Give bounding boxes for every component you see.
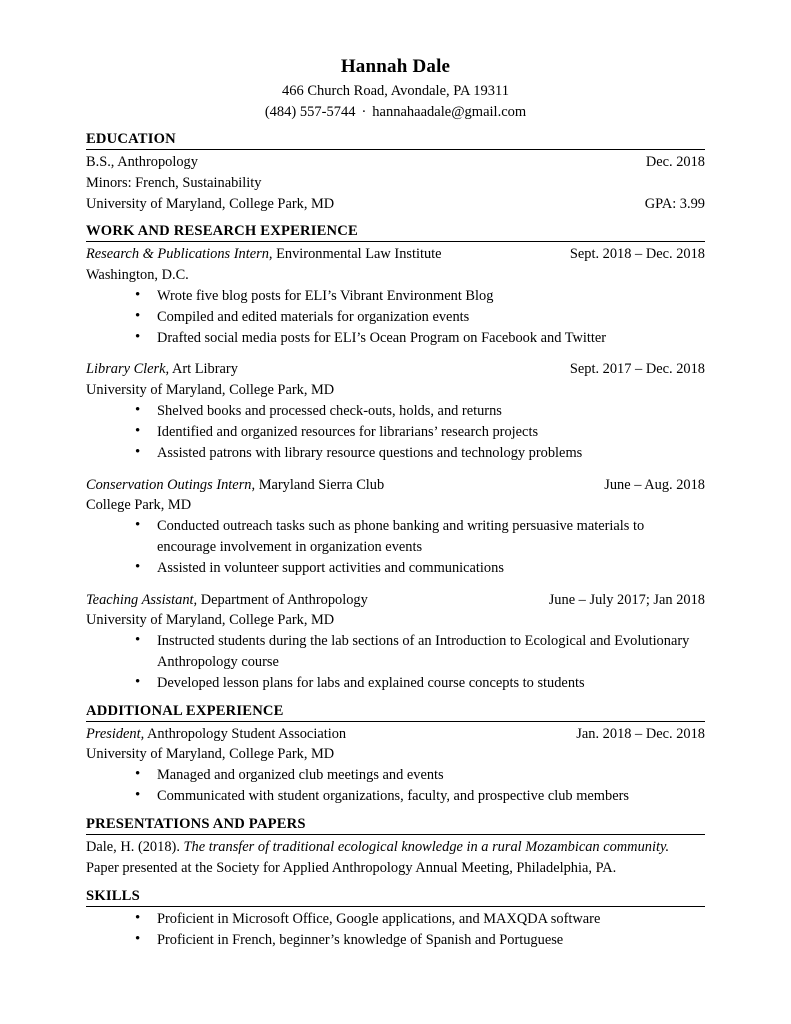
experience-title <box>86 724 346 745</box>
skills-bullet: • Proficient in French, beginner’s knowledge of Spanish and Portuguese <box>135 930 705 951</box>
experience-bullet-list <box>86 631 705 694</box>
experience-title-line <box>86 590 705 611</box>
experience-location: College Park, MD <box>86 497 192 514</box>
section-heading-education: EDUCATION <box>86 131 705 150</box>
education-entry <box>86 152 705 214</box>
experience-date: Sept. 2017 – Dec. 2018 <box>569 361 705 378</box>
experience-organization: Art Library <box>169 361 238 378</box>
experience-role: President, <box>86 725 145 742</box>
experience-entry <box>86 475 705 579</box>
section-work <box>86 223 705 693</box>
experience-title <box>86 475 384 496</box>
experience-organization: Department of Anthropology <box>197 591 368 608</box>
experience-bullet-list <box>86 516 705 579</box>
experience-role: Library Clerk, <box>86 361 170 378</box>
section-heading-additional: ADDITIONAL EXPERIENCE <box>86 703 705 722</box>
section-presentations <box>86 816 705 879</box>
citation-title: The transfer of traditional ecological knowledge in a rural Mozambican community. <box>183 838 670 855</box>
experience-title-line <box>86 359 705 380</box>
experience-date: June – July 2017; Jan 2018 <box>548 591 705 608</box>
experience-role: Teaching Assistant, <box>86 591 198 608</box>
experience-bullet-list <box>86 765 705 807</box>
contact-phone: (484) 557-5744 <box>264 103 356 120</box>
experience-bullet: • Instructed students during the lab sections of an Introduction to Ecological and Evolutionary Anthropology course <box>135 631 705 673</box>
experience-bullet: • Shelved books and processed check-outs, holds, and returns <box>135 401 705 422</box>
experience-title-line <box>86 244 705 265</box>
contact-separator: · <box>361 103 367 120</box>
section-additional <box>86 703 705 807</box>
experience-entry <box>86 359 705 463</box>
experience-bullet-list <box>86 286 705 349</box>
section-education <box>86 131 705 214</box>
education-school-line <box>86 194 705 215</box>
experience-bullet: • Compiled and edited materials for organization events <box>135 307 705 328</box>
education-degree: B.S., Anthropology <box>86 154 198 171</box>
page-title: Hannah Dale <box>340 56 451 77</box>
education-school: University of Maryland, College Park, MD <box>86 195 335 212</box>
citation-rest: Paper presented at the Society for Applied Anthropology Annual Meeting, Philadelphia, PA. <box>86 859 617 876</box>
experience-date: Jan. 2018 – Dec. 2018 <box>576 725 705 742</box>
section-heading-skills: SKILLS <box>86 888 705 907</box>
experience-location: University of Maryland, College Park, MD <box>86 612 335 629</box>
experience-organization: Anthropology Student Association <box>144 725 347 742</box>
work-entry-list <box>86 244 705 693</box>
experience-title <box>86 244 442 265</box>
skills-bullet: • Proficient in Microsoft Office, Google applications, and MAXQDA software <box>135 909 705 930</box>
experience-organization: Environmental Law Institute <box>272 246 442 263</box>
experience-entry <box>86 590 705 694</box>
experience-bullet: • Conducted outreach tasks such as phone banking and writing persuasive materials to encourage involvement in organization events <box>135 516 705 558</box>
education-minors: Minors: French, Sustainability <box>86 174 262 191</box>
experience-bullet: • Developed lesson plans for labs and explained course concepts to students <box>135 673 705 694</box>
section-skills <box>86 888 705 951</box>
experience-bullet: • Assisted patrons with library resource questions and technology problems <box>135 443 705 464</box>
experience-title <box>86 590 368 611</box>
experience-title-line <box>86 724 705 745</box>
experience-bullet: • Identified and organized resources for librarians’ research projects <box>135 422 705 443</box>
experience-date: June – Aug. 2018 <box>604 476 705 493</box>
additional-entry-list <box>86 724 705 807</box>
experience-bullet: • Assisted in volunteer support activities and communications <box>135 558 705 579</box>
experience-entry <box>86 724 705 807</box>
experience-location: University of Maryland, College Park, MD <box>86 382 335 399</box>
experience-entry <box>86 244 705 348</box>
education-date: Dec. 2018 <box>645 154 705 171</box>
experience-bullet: • Wrote five blog posts for ELI’s Vibrant Environment Blog <box>135 286 705 307</box>
section-heading-presentations: PRESENTATIONS AND PAPERS <box>86 816 705 835</box>
education-degree-line <box>86 152 705 173</box>
education-gpa: GPA: 3.99 <box>644 195 705 212</box>
experience-role: Conservation Outings Intern, <box>86 476 256 493</box>
experience-bullet: • Communicated with student organizations, faculty, and prospective club members <box>135 786 705 807</box>
experience-location: University of Maryland, College Park, MD <box>86 746 335 763</box>
experience-organization: Maryland Sierra Club <box>255 476 385 493</box>
experience-date: Sept. 2018 – Dec. 2018 <box>569 246 705 263</box>
section-heading-work: WORK AND RESEARCH EXPERIENCE <box>86 223 705 242</box>
contact-line <box>86 102 705 123</box>
contact-email[interactable]: hannahaadale@gmail.com <box>372 103 527 120</box>
experience-bullet: • Drafted social media posts for ELI’s Ocean Program on Facebook and Twitter <box>135 328 705 349</box>
experience-bullet: • Managed and organized club meetings and events <box>135 765 705 786</box>
experience-title <box>86 359 238 380</box>
experience-bullet-list <box>86 401 705 464</box>
skills-bullet-list <box>86 909 705 951</box>
citation-prefix: Dale, H. (2018). <box>86 838 184 855</box>
experience-location: Washington, D.C. <box>86 267 189 284</box>
contact-address: 466 Church Road, Avondale, PA 19311 <box>281 83 510 99</box>
publication-citation <box>86 837 705 879</box>
resume-header <box>86 56 705 122</box>
experience-role: Research & Publications Intern, <box>86 246 273 263</box>
experience-title-line <box>86 475 705 496</box>
